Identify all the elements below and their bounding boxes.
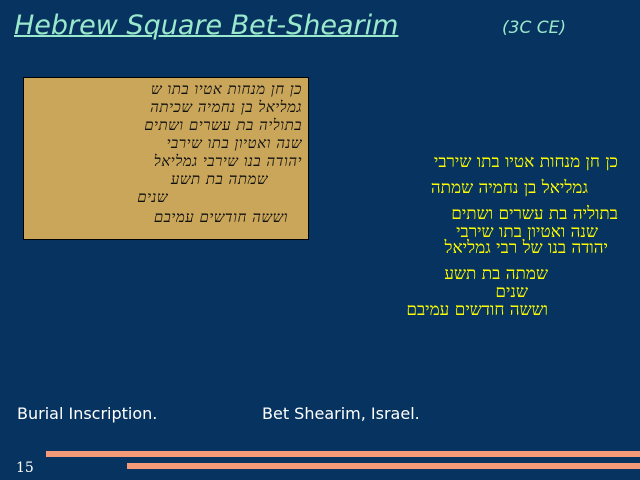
transliteration-line: גמליאל בן נחמיה שמתה — [430, 178, 588, 198]
tablet-line: גמליאל בן נחמיה שכיתה — [150, 98, 302, 116]
inscription-image — [23, 77, 309, 240]
transliteration-line: בתוליה בת עשרים ושתים — [451, 204, 618, 224]
tablet-line: שנה ואטיון בתו שירבי — [166, 134, 302, 152]
tablet-line: שמתה בת תשע — [170, 170, 268, 188]
tablet-line: יהודה בנו שירבי גמליאל — [153, 152, 302, 170]
date-label: (3C CE) — [502, 18, 566, 38]
slide-title: Hebrew Square Bet-Shearim — [14, 10, 399, 41]
decorative-bar-bottom — [127, 463, 640, 469]
transliteration-line: שנים — [495, 282, 528, 302]
transliteration-line: יהודה בנו של רבי גמליאל — [444, 238, 608, 258]
transliteration-line: שמתה בת תשע — [444, 264, 548, 284]
tablet-line: שנים — [137, 188, 168, 206]
transliteration-line: וששה חודשים עמיבם — [406, 300, 548, 320]
decorative-bar-top — [46, 451, 640, 457]
transliteration-line: כן חן מנחות אטיו בתו שירבי — [433, 152, 618, 172]
tablet-line: וששה חודשים עמיבם — [153, 208, 288, 226]
caption-burial-inscription: Burial Inscription. — [17, 404, 158, 423]
tablet-line: כן חן מנחות אטיו בתו ש — [151, 80, 302, 98]
transliteration-line: שנה ואטיון בתו שירבי — [456, 222, 598, 242]
caption-location: Bet Shearim, Israel. — [262, 404, 420, 423]
tablet-line: בתוליה בת עשרים ושתים — [144, 116, 302, 134]
page-number: 15 — [16, 460, 34, 476]
